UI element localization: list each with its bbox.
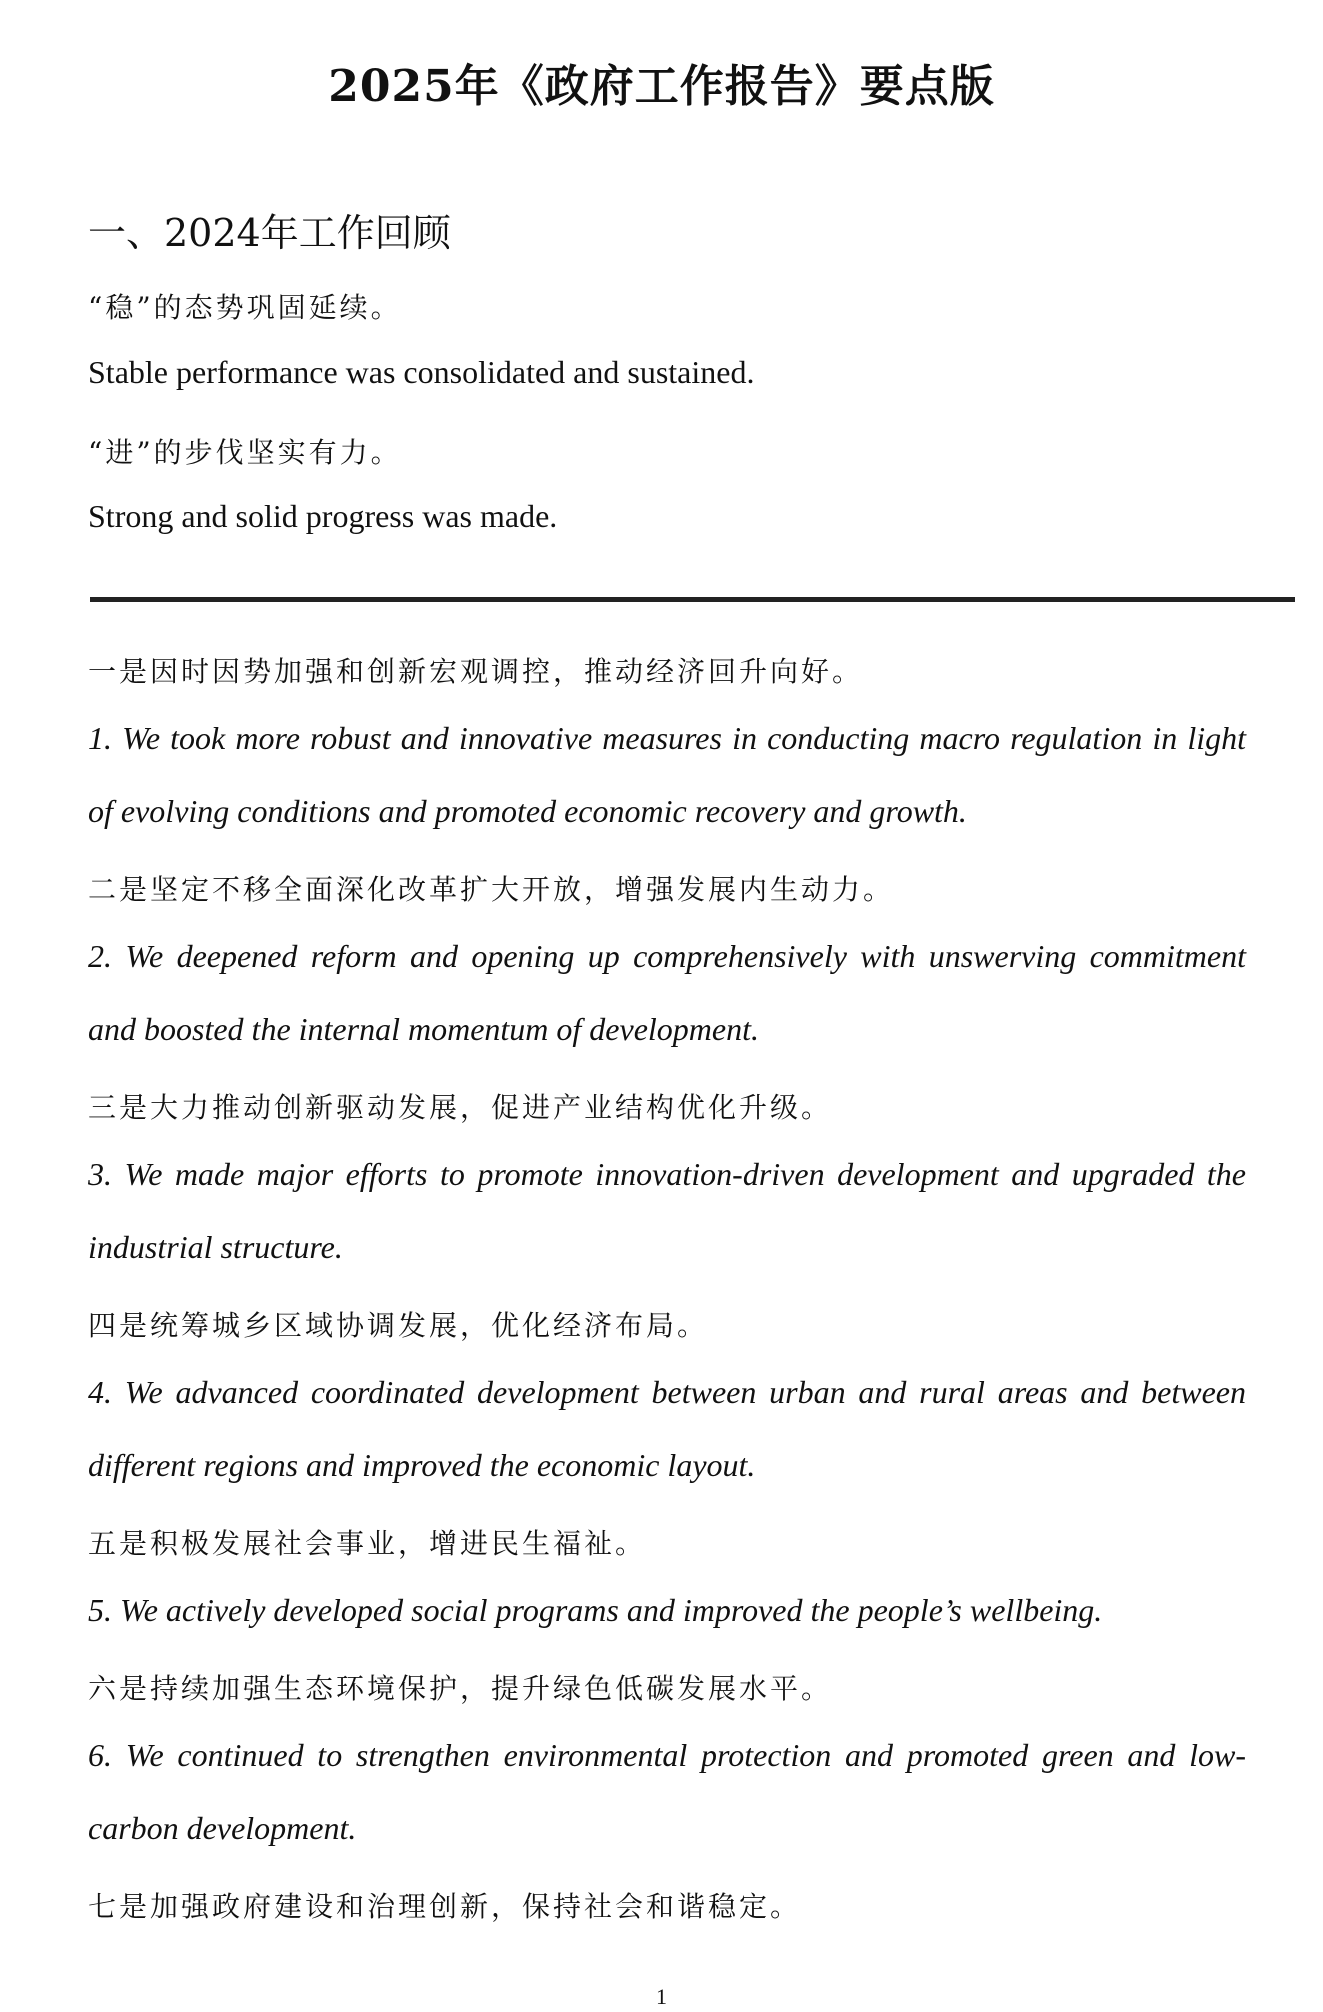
page-number: 1 <box>656 1984 667 2009</box>
point-6-en: 6. We continued to strengthen environmental protection and promoted green and low-carbon development. <box>88 1737 1246 1846</box>
summary-en-stable: Stable performance was consolidated and sustained. <box>88 354 755 390</box>
point-3-en: 3. We made major efforts to promote innovation-driven development and upgraded the industrial structure. <box>88 1156 1246 1265</box>
point-4-en: 4. We advanced coordinated development between urban and rural areas and between different regions and improved the economic layout. <box>88 1374 1246 1483</box>
summary-zh-progress: “进”的步伐坚实有力。 <box>88 436 402 469</box>
section-divider <box>90 597 1295 602</box>
point-7-zh: 七是加强政府建设和治理创新，保持社会和谐稳定。 <box>88 1890 802 1923</box>
point-3-zh: 三是大力推动创新驱动发展，促进产业结构优化升级。 <box>88 1091 833 1124</box>
summary-en-progress: Strong and solid progress was made. <box>88 498 558 534</box>
section-heading: 一、2024年工作回顾 <box>88 211 451 255</box>
point-6-zh: 六是持续加强生态环境保护，提升绿色低碳发展水平。 <box>88 1672 833 1705</box>
point-5-en: 5. We actively developed social programs and improved the people’s wellbeing. <box>88 1592 1103 1628</box>
point-4-zh: 四是统筹城乡区域协调发展，优化经济布局。 <box>88 1309 709 1342</box>
document-title: 2025年《政府工作报告》要点版 <box>328 61 995 112</box>
point-2-zh: 二是坚定不移全面深化改革扩大开放，增强发展内生动力。 <box>88 873 895 906</box>
point-1-zh: 一是因时因势加强和创新宏观调控，推动经济回升向好。 <box>88 655 864 688</box>
point-5-zh: 五是积极发展社会事业，增进民生福祉。 <box>88 1527 647 1560</box>
point-1-en: 1. We took more robust and innovative measures in conducting macro regulation in light of evolving conditions and promoted economic recovery and growth. <box>88 720 1246 829</box>
summary-zh-stable: “稳”的态势巩固延续。 <box>88 291 402 324</box>
point-2-en: 2. We deepened reform and opening up comprehensively with unswerving commitment and boosted the internal momentum of development. <box>88 938 1246 1047</box>
